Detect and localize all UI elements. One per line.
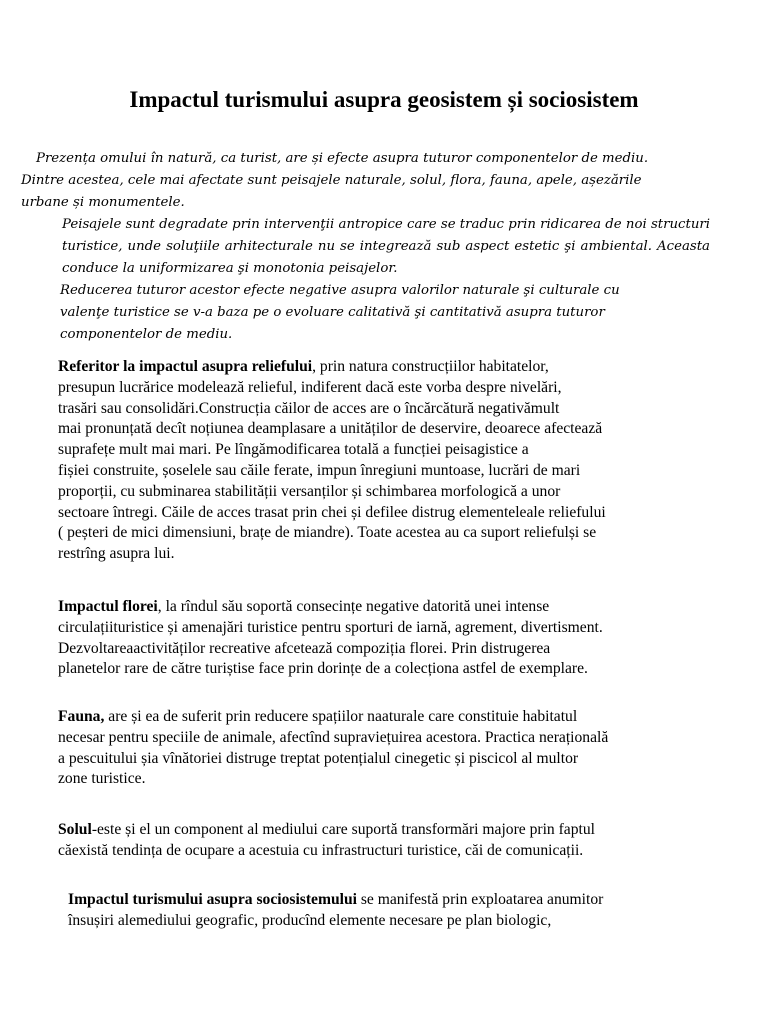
intro-section (20, 148, 710, 346)
text-line-rest: are și ea de suferit prin reducere spațiilor naaturale care constituie habitatul (104, 708, 578, 725)
flora-section (58, 597, 708, 680)
solul-section (58, 820, 708, 862)
text-line: presupun lucrărice modelează relieful, indiferent dacă este vorba despre nivelări, (58, 378, 562, 396)
intro-p1-line: Prezența omului în natură, ca turist, are și efecte asupra tuturor componentelor de mediu. (36, 151, 649, 166)
intro-paragraph-2: Peisajele sunt degradate prin intervenţii antropice care se traduc prin ridicarea de noi structuri turistice, unde soluţiile arhitecturale nu se integrează sub aspect estetic şi ambiental. Aceasta conduce la uniformizarea şi monotonia peisajelor. (62, 217, 710, 276)
text-line (68, 890, 708, 911)
text-line: sectoare întregi. Căile de acces trasat prin chei și defilee distrug elementeleale reliefului (58, 503, 606, 521)
flora-heading: Impactul florei (58, 598, 158, 615)
text-line: Dezvoltareaactivităților recreative afcetează compoziția florei. Prin distrugerea (58, 639, 551, 657)
text-line: fișiei construite, șoselele sau căile ferate, impun înregiuni muntoase, lucrări de mari (58, 461, 581, 479)
socio-heading: Impactul turismului asupra sociosistemului (68, 891, 357, 908)
text-line: proporții, cu subminarea stabilității versanților și schimbarea morfologică a unor (58, 482, 561, 500)
text-line (58, 597, 708, 618)
relief-heading: Referitor la impactul asupra reliefului (58, 358, 313, 375)
text-line: mai pronunțată decît noțiunea deamplasare a unităților de deservire, deoarece afectează (58, 420, 603, 438)
text-line (58, 357, 708, 378)
text-line-rest: , la rîndul său soportă consecințe negative datorită unei intense (157, 598, 550, 615)
sociosistem-section (68, 890, 708, 932)
relief-section (58, 357, 708, 565)
fauna-heading: Fauna, (58, 708, 105, 725)
text-line: restrîng asupra lui. (58, 545, 175, 563)
intro-p1-line: urbane și monumentele. (21, 195, 185, 210)
text-line: căexistă tendința de ocupare a acestuia cu infrastructuri turistice, căi de comunicații. (58, 841, 584, 859)
solul-heading: Solul (58, 821, 92, 838)
text-line: planetelor rare de către turiștise face prin dorințe de a colecționa astfel de exemplare. (58, 660, 588, 678)
text-line-rest: -este și el un component al mediului care suportă transformări majore prin faptul (91, 821, 595, 838)
text-line: necesar pentru speciile de animale, afectînd supraviețuirea acestora. Practica nerațională (58, 728, 609, 746)
text-line: ( peșteri de mici dimensiuni, brațe de miandre). Toate acestea au ca suport reliefulși se (58, 524, 597, 542)
text-line: suprafețe mult mai mari. Pe lîngămodificarea totală a funcției peisagistice a (58, 441, 529, 459)
text-line: însușiri alemediului geografic, producînd elemente necesare pe plan biologic, (68, 911, 552, 929)
text-line (58, 707, 708, 728)
text-line-rest: se manifestă prin exploatarea anumitor (356, 891, 604, 908)
intro-p1-line: Dintre acestea, cele mai afectate sunt peisajele naturale, solul, flora, fauna, apele, așezările (21, 173, 642, 188)
fauna-section (58, 707, 708, 790)
text-line: a pescuitului șia vînătoriei distruge treptat potențialul cinegetic și piscicol al multor (58, 749, 579, 767)
text-line (58, 820, 708, 841)
intro-paragraph-3: Reducerea tuturor acestor efecte negative asupra valorilor naturale şi culturale cu valenţe turistice se v-a baza pe o evoluare calitativă şi cantitativă asupra tuturor componentelor de mediu. (60, 283, 620, 342)
text-line-rest: , prin natura construcțiilor habitatelor, (312, 358, 549, 375)
text-line: trasări sau consolidări.Construcția căilor de acces are o încărcătură negativămult (58, 399, 560, 417)
document-title: Impactul turismului asupra geosistem și sociosistem (129, 87, 639, 112)
text-line: circulațiituristice și amenajări turistice pentru sporturi de iarnă, agrement, divertisment. (58, 618, 603, 636)
text-line: zone turistice. (58, 770, 146, 788)
intro-paragraph-1 (20, 148, 710, 214)
